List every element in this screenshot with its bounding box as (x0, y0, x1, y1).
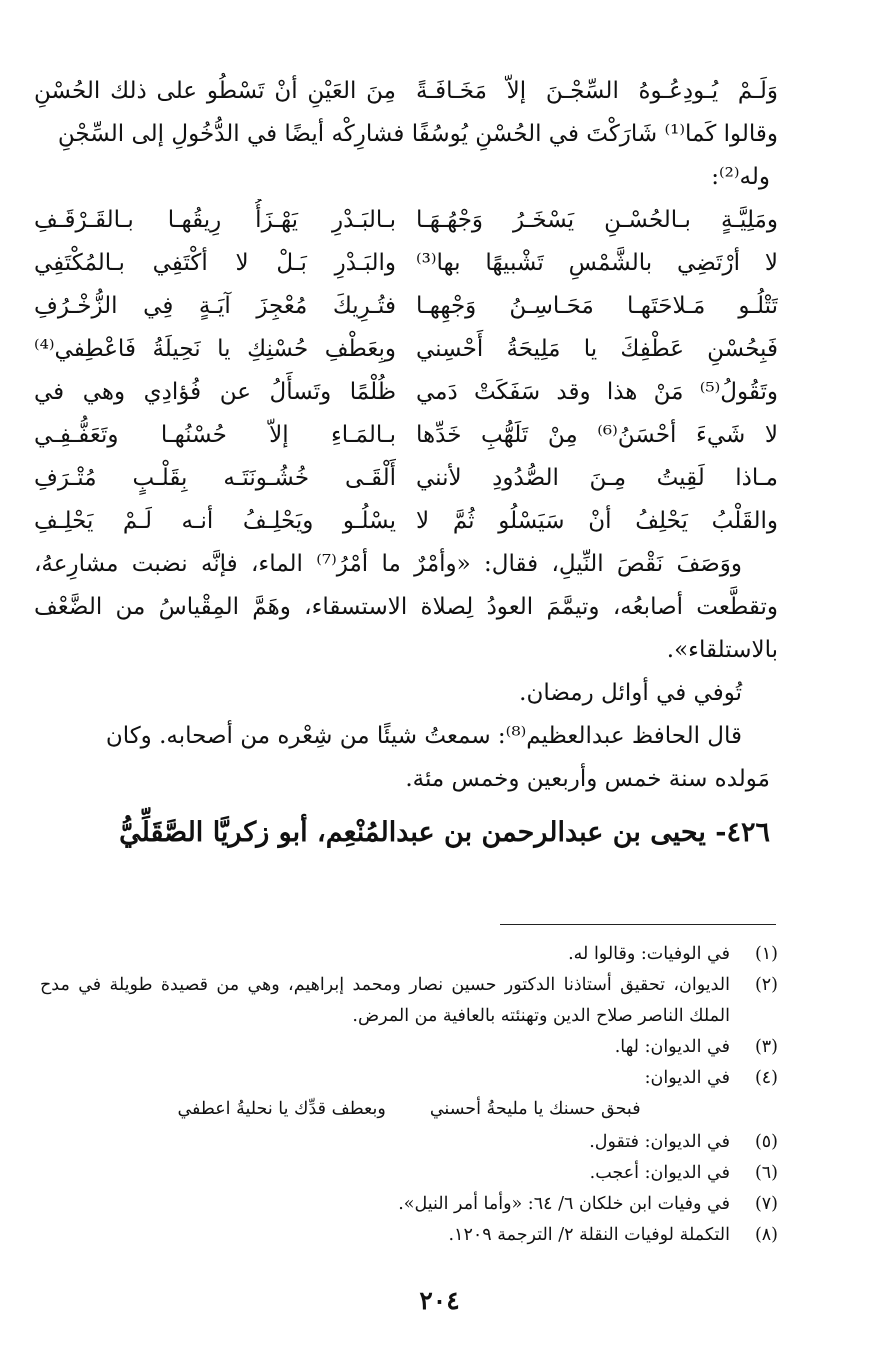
footnote (40, 1189, 778, 1220)
verse-second-hemistich: يسْلُـو ويَحْلِـفُ أنـه لَـمْ يَحْلِـفِ (34, 508, 396, 534)
verse-second-hemistich: ظُلْمًا وتَسأَلُ عن فُؤادِي وهي في (34, 379, 396, 405)
page-number: ٢٠٤ (419, 1286, 460, 1315)
verse-line (34, 242, 778, 285)
footnote (40, 1032, 778, 1063)
footnote-text: في وفيات ابن خلكان ٦/ ٦٤: «وأما أمر النيل». (398, 1194, 730, 1214)
footnote-text: في الديوان: لها. (614, 1037, 730, 1057)
verse-second-hemistich: مِنَ العَيْنِ أنْ تَسْطُو على ذلك الحُسْنِ (34, 78, 396, 104)
verse-line (34, 371, 778, 414)
verse-line (34, 457, 778, 500)
paragraph: تُوفي في أوائل رمضان. (519, 680, 742, 706)
footnote-text: في الوفيات: وقالوا له. (568, 944, 730, 964)
verse-first-hemistich: وَلَـمْ يُـودِعُـوهُ السِّجْـنَ إلاّ مَخَـافَـةً (416, 78, 778, 104)
paragraph: قال الحافظ عبدالعظيم⁽⁸⁾: سمعتُ شيئًا من شِعْره من أصحابه. وكان (105, 723, 742, 749)
footnote-text: في الديوان: فتقول. (589, 1132, 730, 1152)
footnote-text: في الديوان: (644, 1068, 730, 1088)
verse-second-hemistich: بـالمَـاءِ إلاّ حُسْنُهـا وتَعَفُّـفِـي (34, 422, 396, 448)
footnote (40, 1063, 778, 1094)
footnote (40, 970, 778, 1032)
footnote (40, 1220, 778, 1251)
paragraph: مَولده سنة خمس وأربعين وخمس مئة. (405, 766, 770, 792)
footnote-number: (٥) (754, 1132, 778, 1152)
verse-line (34, 285, 778, 328)
footnotes (40, 939, 778, 1251)
verse-first-hemistich: ومَلِيَّـةٍ بـالحُسْـنِ يَسْخَـرُ وَجْهُـهَـا (416, 207, 778, 233)
verse-second-hemistich: والبَـدْرِ بَـلْ لا أكْتَفِي بـالمُكْتَفِي (34, 250, 396, 276)
verse-second-hemistich: أَلْقَـى خُشُـونَتَـه بِقَلْـبٍ مُتْـرَفِ (34, 465, 396, 491)
footnote-number: (٢) (754, 975, 778, 995)
verse-first-hemistich: فَبِحُسْنِ عَطْفِكَ يا مَلِيحَةُ أَحْسِني (416, 336, 778, 362)
footnote (40, 1127, 778, 1158)
verse-first-hemistich: لا شَيءَ أحْسَنُ⁽⁶⁾ مِنْ تَلَهُّبِ خَدِّها (416, 422, 778, 448)
footnote-number: (٦) (754, 1163, 778, 1183)
footnote-text: التكملة لوفيات النقلة ٢/ الترجمة ١٢٠٩. (448, 1225, 730, 1245)
footnote-number: (٨) (754, 1225, 778, 1245)
footnote (40, 939, 778, 970)
footnote-number: (٣) (754, 1037, 778, 1057)
footnote-verse-first: فبحق حسنك يا مليحةُ أحسني (429, 1099, 641, 1119)
footnote-separator (500, 924, 776, 925)
verse-line (34, 500, 778, 543)
entry-heading: ٤٢٦- يحيى بن عبدالرحمن بن عبدالمُنْعِم، أبو زكريَّا الصَّقَلِّيُّ (119, 817, 770, 848)
verse-line (34, 70, 778, 113)
verse-second-hemistich: وبِعَطْفِ حُسْنِكِ يا نَحِيلَةُ فَاعْطِفي⁽⁴⁾ (34, 336, 396, 362)
footnote-number: (٤) (754, 1068, 778, 1088)
paragraph: وله⁽²⁾: (711, 164, 770, 190)
verse-first-hemistich: وتَقُولُ⁽⁵⁾ مَنْ هذا وقد سَفَكَتْ دَمي (416, 379, 778, 405)
verse-line (34, 328, 778, 371)
footnote-text: في الديوان: أعجب. (589, 1163, 730, 1183)
main-text (34, 70, 778, 859)
verse-first-hemistich: لا أرْتَضِي بالشَّمْسِ تَشْبيهًا بها⁽³⁾ (416, 250, 778, 276)
verse-first-hemistich: مـاذا لَقِيتُ مِـنَ الصُّدُودِ لأنني (416, 465, 778, 491)
verse-line (34, 414, 778, 457)
verse-first-hemistich: والقَلْبُ يَحْلِفُ أنْ سَيَسْلُو ثُمَّ لا (416, 508, 778, 534)
footnote-number: (٧) (754, 1194, 778, 1214)
verse-first-hemistich: تَتْلُـو مَـلاحَتَهـا مَحَـاسِـنُ وَجْهِهـا (416, 293, 778, 319)
footnote-number: (١) (754, 944, 778, 964)
paragraph: وقالوا كَما⁽¹⁾ شَارَكْتَ في الحُسْنِ يُوسُفًا فشارِكْه أيضًا في الدُّخُولِ إلى السِّجْنِ (57, 121, 778, 147)
footnote-verse (40, 1094, 778, 1127)
verse-second-hemistich: فتُـرِيكَ مُعْجِزَ آيَـةٍ فِي الزُّخْـرُفِ (34, 293, 396, 319)
verse-line (34, 199, 778, 242)
footnote (40, 1158, 778, 1189)
paragraph: ووَصَفَ نَقْصَ النِّيلِ، فقال: «وأمْرٌ ما أمْرُ⁽⁷⁾ الماء، فإنَّه نضبت مشارِعهُ، وتقطَّعت أصابعُه، وتيمَّمَ العودُ لِصلاة الاستسقاء، وهَمَّ المِقْياسُ من الضَّعْف بالاستلقاء». (34, 551, 778, 663)
verse-second-hemistich: بـالبَـدْرِ يَهْـزَأُ رِيقُهـا بـالقَـرْقَـفِ (34, 207, 396, 233)
footnote-text: الديوان، تحقيق أستاذنا الدكتور حسين نصار ومحمد إبراهيم، وهي من قصيدة طويلة في مدح الملك الناصر صلاح الدين وتهنئته بالعافية من المرض. (40, 975, 730, 1026)
footnote-verse-second: وبعطف قدِّك يا نحليةُ اعطفي (177, 1099, 386, 1119)
